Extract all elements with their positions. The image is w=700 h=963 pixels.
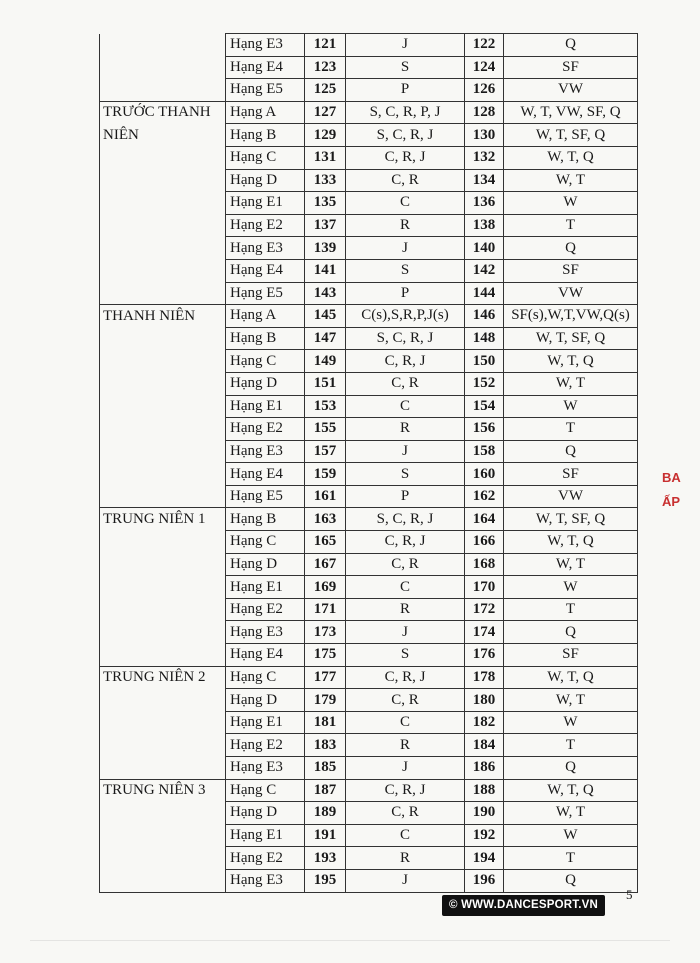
standard-dances-cell: VW	[504, 282, 638, 305]
table-row	[100, 463, 638, 486]
table-row	[100, 734, 638, 757]
standard-dances-cell: T	[504, 847, 638, 870]
event-number-standard-cell: 156	[465, 418, 504, 441]
latin-dances-cell: C, R	[346, 169, 465, 192]
event-number-standard-cell: 188	[465, 779, 504, 802]
category-cell	[100, 553, 226, 576]
event-number-standard-cell: 122	[465, 34, 504, 57]
standard-dances-cell: VW	[504, 485, 638, 508]
latin-dances-cell: C, R	[346, 689, 465, 712]
standard-dances-cell: W, T, Q	[504, 350, 638, 373]
grade-cell: Hạng E2	[226, 214, 305, 237]
category-cell	[100, 282, 226, 305]
event-number-standard-cell: 152	[465, 372, 504, 395]
category-cell	[100, 259, 226, 282]
table-row	[100, 757, 638, 780]
table-row	[100, 869, 638, 892]
category-cell	[100, 56, 226, 79]
grade-cell: Hạng E1	[226, 395, 305, 418]
event-number-latin-cell: 177	[305, 666, 346, 689]
grade-cell: Hạng D	[226, 372, 305, 395]
event-number-standard-cell: 172	[465, 598, 504, 621]
category-cell	[100, 34, 226, 57]
event-number-standard-cell: 138	[465, 214, 504, 237]
event-number-standard-cell: 140	[465, 237, 504, 260]
grade-cell: Hạng E5	[226, 79, 305, 102]
standard-dances-cell: Q	[504, 34, 638, 57]
latin-dances-cell: S, C, R, J	[346, 508, 465, 531]
category-cell	[100, 192, 226, 215]
table-row	[100, 598, 638, 621]
grade-cell: Hạng E4	[226, 259, 305, 282]
grade-cell: Hạng E5	[226, 282, 305, 305]
standard-dances-cell: Q	[504, 440, 638, 463]
latin-dances-cell: J	[346, 869, 465, 892]
event-number-latin-cell: 145	[305, 305, 346, 328]
latin-dances-cell: J	[346, 757, 465, 780]
latin-dances-cell: P	[346, 282, 465, 305]
event-number-latin-cell: 127	[305, 101, 346, 124]
category-cell	[100, 689, 226, 712]
event-number-standard-cell: 194	[465, 847, 504, 870]
latin-dances-cell: J	[346, 34, 465, 57]
latin-dances-cell: P	[346, 485, 465, 508]
standard-dances-cell: SF	[504, 259, 638, 282]
grade-cell: Hạng B	[226, 508, 305, 531]
grade-cell: Hạng D	[226, 553, 305, 576]
table-row	[100, 192, 638, 215]
table-row	[100, 237, 638, 260]
grade-cell: Hạng E3	[226, 237, 305, 260]
standard-dances-cell: W	[504, 824, 638, 847]
grade-cell: Hạng E3	[226, 757, 305, 780]
category-cell	[100, 214, 226, 237]
latin-dances-cell: S, C, R, J	[346, 327, 465, 350]
grade-cell: Hạng E4	[226, 644, 305, 667]
event-number-latin-cell: 129	[305, 124, 346, 147]
event-number-standard-cell: 166	[465, 531, 504, 554]
event-number-standard-cell: 148	[465, 327, 504, 350]
event-number-standard-cell: 146	[465, 305, 504, 328]
event-number-latin-cell: 165	[305, 531, 346, 554]
standard-dances-cell: VW	[504, 79, 638, 102]
table-row	[100, 169, 638, 192]
latin-dances-cell: J	[346, 621, 465, 644]
standard-dances-cell: W, T, SF, Q	[504, 327, 638, 350]
event-number-standard-cell: 180	[465, 689, 504, 712]
latin-dances-cell: S	[346, 56, 465, 79]
grade-cell: Hạng C	[226, 146, 305, 169]
category-cell: THANH NIÊN	[100, 305, 226, 328]
standard-dances-cell: W, T	[504, 372, 638, 395]
standard-dances-cell: SF	[504, 644, 638, 667]
event-number-latin-cell: 185	[305, 757, 346, 780]
event-number-standard-cell: 170	[465, 576, 504, 599]
standard-dances-cell: Q	[504, 869, 638, 892]
event-number-latin-cell: 143	[305, 282, 346, 305]
table-row	[100, 689, 638, 712]
event-number-standard-cell: 178	[465, 666, 504, 689]
category-cell	[100, 237, 226, 260]
standard-dances-cell: W, T, VW, SF, Q	[504, 101, 638, 124]
event-number-standard-cell: 126	[465, 79, 504, 102]
category-cell	[100, 711, 226, 734]
table-row	[100, 711, 638, 734]
table-row	[100, 508, 638, 531]
standard-dances-cell: W	[504, 192, 638, 215]
latin-dances-cell: C, R, J	[346, 666, 465, 689]
standard-dances-cell: W	[504, 395, 638, 418]
red-stamp-fragment-2: ẤP	[662, 494, 681, 509]
event-number-latin-cell: 139	[305, 237, 346, 260]
event-number-standard-cell: 182	[465, 711, 504, 734]
table-row	[100, 79, 638, 102]
event-number-latin-cell: 171	[305, 598, 346, 621]
standard-dances-cell: T	[504, 734, 638, 757]
standard-dances-cell: W, T, Q	[504, 779, 638, 802]
table-row	[100, 124, 638, 147]
event-number-standard-cell: 176	[465, 644, 504, 667]
standard-dances-cell: Q	[504, 621, 638, 644]
event-number-standard-cell: 128	[465, 101, 504, 124]
event-number-latin-cell: 173	[305, 621, 346, 644]
event-number-standard-cell: 164	[465, 508, 504, 531]
table-row	[100, 553, 638, 576]
table-row	[100, 56, 638, 79]
red-stamp-fragment-1: BA	[662, 470, 681, 485]
latin-dances-cell: R	[346, 847, 465, 870]
event-number-latin-cell: 133	[305, 169, 346, 192]
category-cell: TRUNG NIÊN 1	[100, 508, 226, 531]
grade-cell: Hạng B	[226, 124, 305, 147]
category-cell	[100, 372, 226, 395]
event-number-standard-cell: 162	[465, 485, 504, 508]
latin-dances-cell: C, R, J	[346, 146, 465, 169]
event-number-latin-cell: 141	[305, 259, 346, 282]
latin-dances-cell: J	[346, 237, 465, 260]
event-number-latin-cell: 175	[305, 644, 346, 667]
latin-dances-cell: C, R, J	[346, 350, 465, 373]
grade-cell: Hạng E4	[226, 463, 305, 486]
event-number-latin-cell: 161	[305, 485, 346, 508]
table-row	[100, 847, 638, 870]
table-row	[100, 282, 638, 305]
category-cell	[100, 146, 226, 169]
event-number-latin-cell: 147	[305, 327, 346, 350]
table-row	[100, 621, 638, 644]
standard-dances-cell: W	[504, 576, 638, 599]
standard-dances-cell: W	[504, 711, 638, 734]
event-number-standard-cell: 130	[465, 124, 504, 147]
grade-cell: Hạng E1	[226, 192, 305, 215]
table-row	[100, 440, 638, 463]
category-cell	[100, 644, 226, 667]
standard-dances-cell: SF(s),W,T,VW,Q(s)	[504, 305, 638, 328]
grade-cell: Hạng E3	[226, 869, 305, 892]
category-cell	[100, 621, 226, 644]
category-cell	[100, 327, 226, 350]
latin-dances-cell: R	[346, 598, 465, 621]
event-number-standard-cell: 168	[465, 553, 504, 576]
event-number-standard-cell: 160	[465, 463, 504, 486]
table-row	[100, 666, 638, 689]
category-cell	[100, 79, 226, 102]
grade-cell: Hạng E2	[226, 418, 305, 441]
latin-dances-cell: C, R	[346, 802, 465, 825]
event-number-latin-cell: 159	[305, 463, 346, 486]
table-row	[100, 214, 638, 237]
grade-cell: Hạng E2	[226, 847, 305, 870]
table-row	[100, 350, 638, 373]
event-number-standard-cell: 142	[465, 259, 504, 282]
latin-dances-cell: C	[346, 824, 465, 847]
event-number-standard-cell: 186	[465, 757, 504, 780]
latin-dances-cell: C, R, J	[346, 531, 465, 554]
table-row	[100, 305, 638, 328]
event-number-latin-cell: 121	[305, 34, 346, 57]
grade-cell: Hạng D	[226, 802, 305, 825]
event-number-standard-cell: 150	[465, 350, 504, 373]
category-cell	[100, 440, 226, 463]
category-cell	[100, 463, 226, 486]
category-cell	[100, 485, 226, 508]
category-cell	[100, 802, 226, 825]
table-row	[100, 531, 638, 554]
event-number-latin-cell: 157	[305, 440, 346, 463]
grade-cell: Hạng C	[226, 531, 305, 554]
event-number-latin-cell: 191	[305, 824, 346, 847]
table-row	[100, 418, 638, 441]
event-number-standard-cell: 174	[465, 621, 504, 644]
latin-dances-cell: C, R	[346, 372, 465, 395]
category-cell	[100, 169, 226, 192]
event-number-standard-cell: 190	[465, 802, 504, 825]
events-table	[99, 33, 638, 893]
latin-dances-cell: J	[346, 440, 465, 463]
event-number-latin-cell: 151	[305, 372, 346, 395]
standard-dances-cell: SF	[504, 56, 638, 79]
category-cell	[100, 350, 226, 373]
category-cell	[100, 418, 226, 441]
event-number-latin-cell: 193	[305, 847, 346, 870]
category-cell: NIÊN	[100, 124, 226, 147]
latin-dances-cell: S	[346, 644, 465, 667]
standard-dances-cell: T	[504, 598, 638, 621]
event-number-latin-cell: 153	[305, 395, 346, 418]
category-cell	[100, 576, 226, 599]
event-number-standard-cell: 196	[465, 869, 504, 892]
standard-dances-cell: W, T, SF, Q	[504, 124, 638, 147]
latin-dances-cell: S	[346, 463, 465, 486]
event-number-latin-cell: 131	[305, 146, 346, 169]
event-number-latin-cell: 195	[305, 869, 346, 892]
grade-cell: Hạng B	[226, 327, 305, 350]
standard-dances-cell: T	[504, 418, 638, 441]
grade-cell: Hạng A	[226, 305, 305, 328]
event-number-latin-cell: 155	[305, 418, 346, 441]
table-row	[100, 395, 638, 418]
event-number-standard-cell: 184	[465, 734, 504, 757]
event-number-standard-cell: 136	[465, 192, 504, 215]
latin-dances-cell: C, R	[346, 553, 465, 576]
standard-dances-cell: W, T, Q	[504, 666, 638, 689]
table-row	[100, 485, 638, 508]
latin-dances-cell: R	[346, 214, 465, 237]
event-number-standard-cell: 192	[465, 824, 504, 847]
grade-cell: Hạng C	[226, 350, 305, 373]
table-row	[100, 576, 638, 599]
grade-cell: Hạng E1	[226, 711, 305, 734]
category-cell	[100, 531, 226, 554]
table-row	[100, 824, 638, 847]
event-number-standard-cell: 124	[465, 56, 504, 79]
grade-cell: Hạng E2	[226, 598, 305, 621]
grade-cell: Hạng A	[226, 101, 305, 124]
category-cell	[100, 598, 226, 621]
latin-dances-cell: S	[346, 259, 465, 282]
grade-cell: Hạng E4	[226, 56, 305, 79]
latin-dances-cell: S, C, R, P, J	[346, 101, 465, 124]
event-number-standard-cell: 144	[465, 282, 504, 305]
latin-dances-cell: C	[346, 711, 465, 734]
table-row	[100, 372, 638, 395]
grade-cell: Hạng C	[226, 666, 305, 689]
table-row	[100, 802, 638, 825]
standard-dances-cell: W, T	[504, 169, 638, 192]
table-row	[100, 644, 638, 667]
event-number-standard-cell: 132	[465, 146, 504, 169]
standard-dances-cell: W, T	[504, 689, 638, 712]
grade-cell: Hạng E3	[226, 440, 305, 463]
event-number-latin-cell: 149	[305, 350, 346, 373]
table-row	[100, 779, 638, 802]
event-number-standard-cell: 158	[465, 440, 504, 463]
table-row	[100, 327, 638, 350]
latin-dances-cell: C, R, J	[346, 779, 465, 802]
watermark-badge: © WWW.DANCESPORT.VN	[442, 895, 605, 916]
latin-dances-cell: C	[346, 192, 465, 215]
grade-cell: Hạng E1	[226, 576, 305, 599]
events-table-body	[100, 34, 638, 893]
page-number: 5	[626, 887, 633, 902]
event-number-latin-cell: 179	[305, 689, 346, 712]
grade-cell: Hạng D	[226, 689, 305, 712]
category-cell	[100, 757, 226, 780]
category-cell: TRUNG NIÊN 2	[100, 666, 226, 689]
table-row	[100, 34, 638, 57]
event-number-latin-cell: 163	[305, 508, 346, 531]
grade-cell: Hạng E3	[226, 34, 305, 57]
event-number-latin-cell: 189	[305, 802, 346, 825]
event-number-latin-cell: 181	[305, 711, 346, 734]
grade-cell: Hạng D	[226, 169, 305, 192]
event-number-standard-cell: 154	[465, 395, 504, 418]
latin-dances-cell: C(s),S,R,P,J(s)	[346, 305, 465, 328]
grade-cell: Hạng E2	[226, 734, 305, 757]
latin-dances-cell: C	[346, 395, 465, 418]
event-number-standard-cell: 134	[465, 169, 504, 192]
event-number-latin-cell: 167	[305, 553, 346, 576]
table-row	[100, 146, 638, 169]
category-cell	[100, 869, 226, 892]
grade-cell: Hạng C	[226, 779, 305, 802]
standard-dances-cell: W, T, Q	[504, 531, 638, 554]
event-number-latin-cell: 183	[305, 734, 346, 757]
latin-dances-cell: C	[346, 576, 465, 599]
category-cell	[100, 824, 226, 847]
category-cell: TRƯỚC THANH	[100, 101, 226, 124]
grade-cell: Hạng E5	[226, 485, 305, 508]
standard-dances-cell: Q	[504, 237, 638, 260]
event-number-latin-cell: 125	[305, 79, 346, 102]
category-cell: TRUNG NIÊN 3	[100, 779, 226, 802]
category-cell	[100, 734, 226, 757]
latin-dances-cell: P	[346, 79, 465, 102]
latin-dances-cell: R	[346, 418, 465, 441]
event-number-latin-cell: 137	[305, 214, 346, 237]
standard-dances-cell: W, T	[504, 553, 638, 576]
standard-dances-cell: W, T, Q	[504, 146, 638, 169]
standard-dances-cell: W, T	[504, 802, 638, 825]
event-number-latin-cell: 135	[305, 192, 346, 215]
grade-cell: Hạng E3	[226, 621, 305, 644]
category-cell	[100, 847, 226, 870]
event-number-latin-cell: 187	[305, 779, 346, 802]
standard-dances-cell: Q	[504, 757, 638, 780]
standard-dances-cell: SF	[504, 463, 638, 486]
standard-dances-cell: W, T, SF, Q	[504, 508, 638, 531]
latin-dances-cell: R	[346, 734, 465, 757]
standard-dances-cell: T	[504, 214, 638, 237]
grade-cell: Hạng E1	[226, 824, 305, 847]
latin-dances-cell: S, C, R, J	[346, 124, 465, 147]
table-row	[100, 101, 638, 124]
category-cell	[100, 395, 226, 418]
page-edge-divider	[30, 940, 670, 941]
event-number-latin-cell: 123	[305, 56, 346, 79]
event-number-latin-cell: 169	[305, 576, 346, 599]
table-row	[100, 259, 638, 282]
